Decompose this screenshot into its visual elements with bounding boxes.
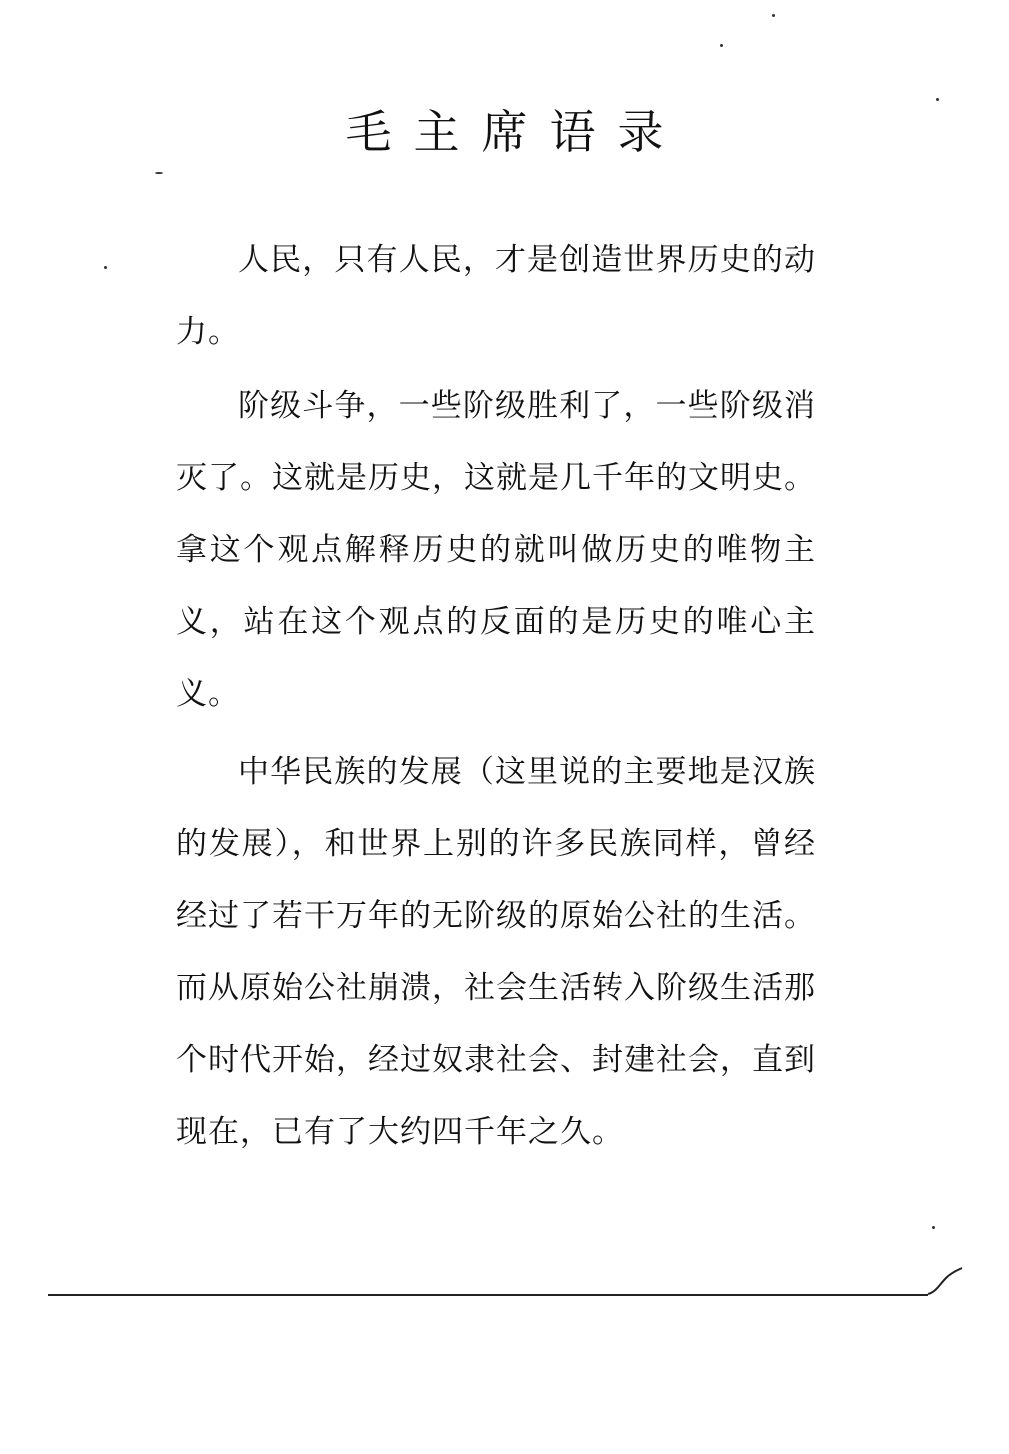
scan-speck <box>104 266 107 269</box>
scan-speck <box>155 172 163 174</box>
quote-paragraph: 人民，只有人民，才是创造世界历史的动力。 <box>176 242 816 350</box>
quote-paragraph: 阶级斗争，一些阶级胜利了，一些阶级消灭了。这就是历史，这就是几千年的文明史。拿这个观点解释历史的就叫做历史的唯物主义，站在这个观点的反面的是历史的唯心主义。 <box>176 388 816 712</box>
scan-speck <box>720 44 723 47</box>
rule-end-flourish <box>924 1262 964 1298</box>
page-title: 毛主席语录 <box>345 105 686 159</box>
scan-speck <box>932 1226 935 1229</box>
scan-speck <box>772 14 775 17</box>
scan-speck <box>936 98 939 101</box>
quote-paragraph: 中华民族的发展（这里说的主要地是汉族的发展），和世界上别的许多民族同样，曾经经过了若干万年的无阶级的原始公社的生活。而从原始公社崩溃，社会生活转入阶级生活那个时代开始，经过奴隶社会、封建社会，直到现在，已有了大约四千年之久。 <box>176 754 816 1150</box>
bottom-rule <box>48 1294 928 1296</box>
